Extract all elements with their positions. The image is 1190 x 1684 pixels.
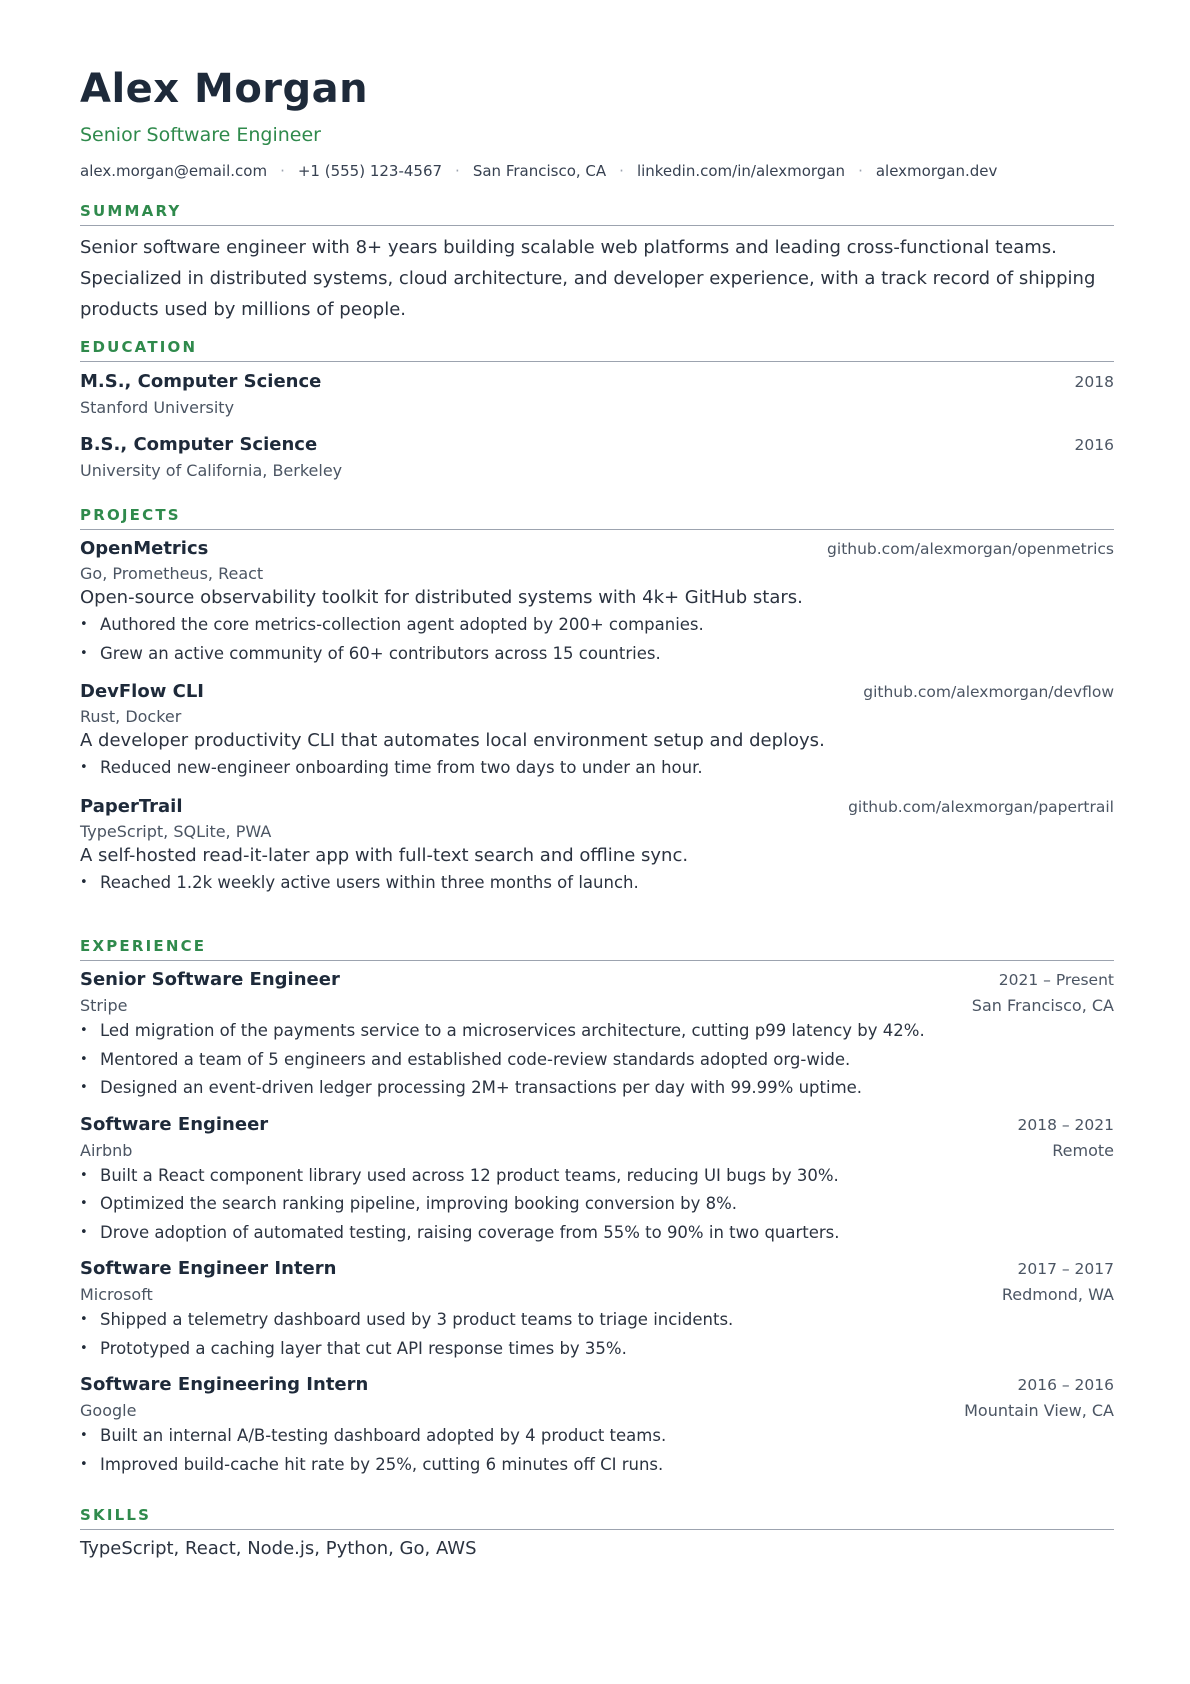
education-entry [80,371,1114,417]
project-description: A developer productivity CLI that automates local environment setup and deploys. [80,730,825,751]
job-bullets [80,1162,1114,1248]
project-link[interactable]: github.com/alexmorgan/devflow [863,683,1114,701]
job-dates: 2017 – 2017 [1017,1260,1114,1278]
degree: B.S., Computer Science [80,434,318,455]
contact-phone[interactable]: +1 (555) 123-4567 [297,162,443,180]
contact-email[interactable]: alex.morgan@email.com [80,162,268,180]
experience-entry [80,1374,1114,1479]
project-bullets [80,754,1114,783]
project-bullets [80,611,1114,668]
contact-separator: · [280,162,285,180]
list-item: • Improved build-cache hit rate by 25%, cutting 6 minutes off CI runs. [80,1451,1114,1480]
skills-section [80,1506,1114,1559]
list-item: • Built an internal A/B-testing dashboard adopted by 4 product teams. [80,1422,1114,1451]
project-entry [80,538,1114,668]
section-heading: EXPERIENCE [80,937,1114,961]
job-title: Software Engineering Intern [80,1374,369,1395]
list-item: • Grew an active community of 60+ contributors across 15 countries. [80,640,1114,669]
section-heading: SUMMARY [80,202,1114,226]
contact-line [80,162,997,180]
project-name: PaperTrail [80,795,183,817]
contact-separator: · [619,162,624,180]
job-title: Senior Software Engineer [80,969,340,990]
project-link[interactable]: github.com/alexmorgan/papertrail [848,797,1114,816]
list-item: • Drove adoption of automated testing, raising coverage from 55% to 90% in two quarters. [80,1219,1114,1248]
project-entry [80,796,1114,898]
summary-line: Specialized in distributed systems, cloud architecture, and developer experience, with a track record of shipping [80,268,1096,289]
job-bullets [80,1306,1114,1363]
list-item: • Mentored a team of 5 engineers and established code-review standards adopted org-wide. [80,1046,1114,1075]
project-description: A self-hosted read-it-later app with full-text search and offline sync. [80,844,689,866]
experience-entry [80,1114,1114,1248]
project-stack: Go, Prometheus, React [80,564,264,583]
project-entry [80,681,1114,783]
list-item: • Reduced new-engineer onboarding time from two days to under an hour. [80,754,1114,783]
job-bullets [80,1422,1114,1479]
job-dates: 2018 – 2021 [1017,1115,1114,1134]
job-location: Redmond, WA [1001,1285,1114,1304]
candidate-name: Alex Morgan [80,66,369,112]
section-heading: PROJECTS [80,506,1114,530]
company: Airbnb [80,1140,133,1160]
projects-section [80,506,1114,897]
job-location: Mountain View, CA [964,1401,1114,1420]
job-dates: 2016 – 2016 [1017,1376,1114,1394]
job-location: San Francisco, CA [971,996,1114,1015]
experience-entry [80,969,1114,1103]
list-item: • Authored the core metrics-collection agent adopted by 200+ companies. [80,611,1114,640]
graduation-year: 2018 [1074,373,1114,391]
list-item: • Built a React component library used across 12 product teams, reducing UI bugs by 30%. [80,1162,1114,1191]
contact-linkedin[interactable]: linkedin.com/in/alexmorgan [636,162,846,180]
summary-text [80,232,1114,325]
summary-line: Senior software engineer with 8+ years building scalable web platforms and leading cross-functional teams. [80,237,1057,258]
contact-location: San Francisco, CA [472,162,607,180]
list-item: • Reached 1.2k weekly active users within three months of launch. [80,869,1114,898]
experience-section [80,937,1114,1479]
list-item: • Optimized the search ranking pipeline, improving booking conversion by 8%. [80,1190,1114,1219]
job-title: Software Engineer [80,1113,269,1135]
summary-line: products used by millions of people. [80,299,407,320]
project-bullets [80,869,1114,898]
degree: M.S., Computer Science [80,371,322,392]
school: Stanford University [80,398,235,417]
list-item: • Shipped a telemetry dashboard used by 3 product teams to triage incidents. [80,1306,1114,1335]
skills-list: TypeScript, React, Node.js, Python, Go, AWS [80,1538,477,1559]
company: Microsoft [80,1285,153,1304]
project-stack: TypeScript, SQLite, PWA [80,821,272,841]
experience-entry [80,1258,1114,1363]
candidate-role: Senior Software Engineer [80,124,321,146]
section-heading: SKILLS [80,1506,1114,1530]
summary-section [80,202,1114,325]
education-entry [80,434,1114,480]
job-dates: 2021 – Present [998,971,1114,989]
job-bullets [80,1017,1114,1103]
list-item: • Prototyped a caching layer that cut API response times by 35%. [80,1335,1114,1364]
contact-separator: · [858,162,863,180]
contact-website[interactable]: alexmorgan.dev [875,162,998,180]
project-name: DevFlow CLI [80,681,204,702]
project-description: Open-source observability toolkit for distributed systems with 4k+ GitHub stars. [80,587,803,608]
graduation-year: 2016 [1074,436,1114,454]
school: University of California, Berkeley [80,461,343,480]
education-section [80,338,1114,480]
contact-separator: · [455,162,460,180]
job-title: Software Engineer Intern [80,1258,337,1279]
job-location: Remote [1052,1140,1114,1160]
company: Stripe [80,996,128,1015]
company: Google [80,1401,137,1420]
project-stack: Rust, Docker [80,707,182,726]
list-item: • Led migration of the payments service to a microservices architecture, cutting p99 latency by 42%. [80,1017,1114,1046]
project-name: OpenMetrics [80,538,209,559]
section-heading: EDUCATION [80,338,1114,362]
project-link[interactable]: github.com/alexmorgan/openmetrics [827,540,1114,558]
list-item: • Designed an event-driven ledger processing 2M+ transactions per day with 99.99% uptime. [80,1074,1114,1103]
